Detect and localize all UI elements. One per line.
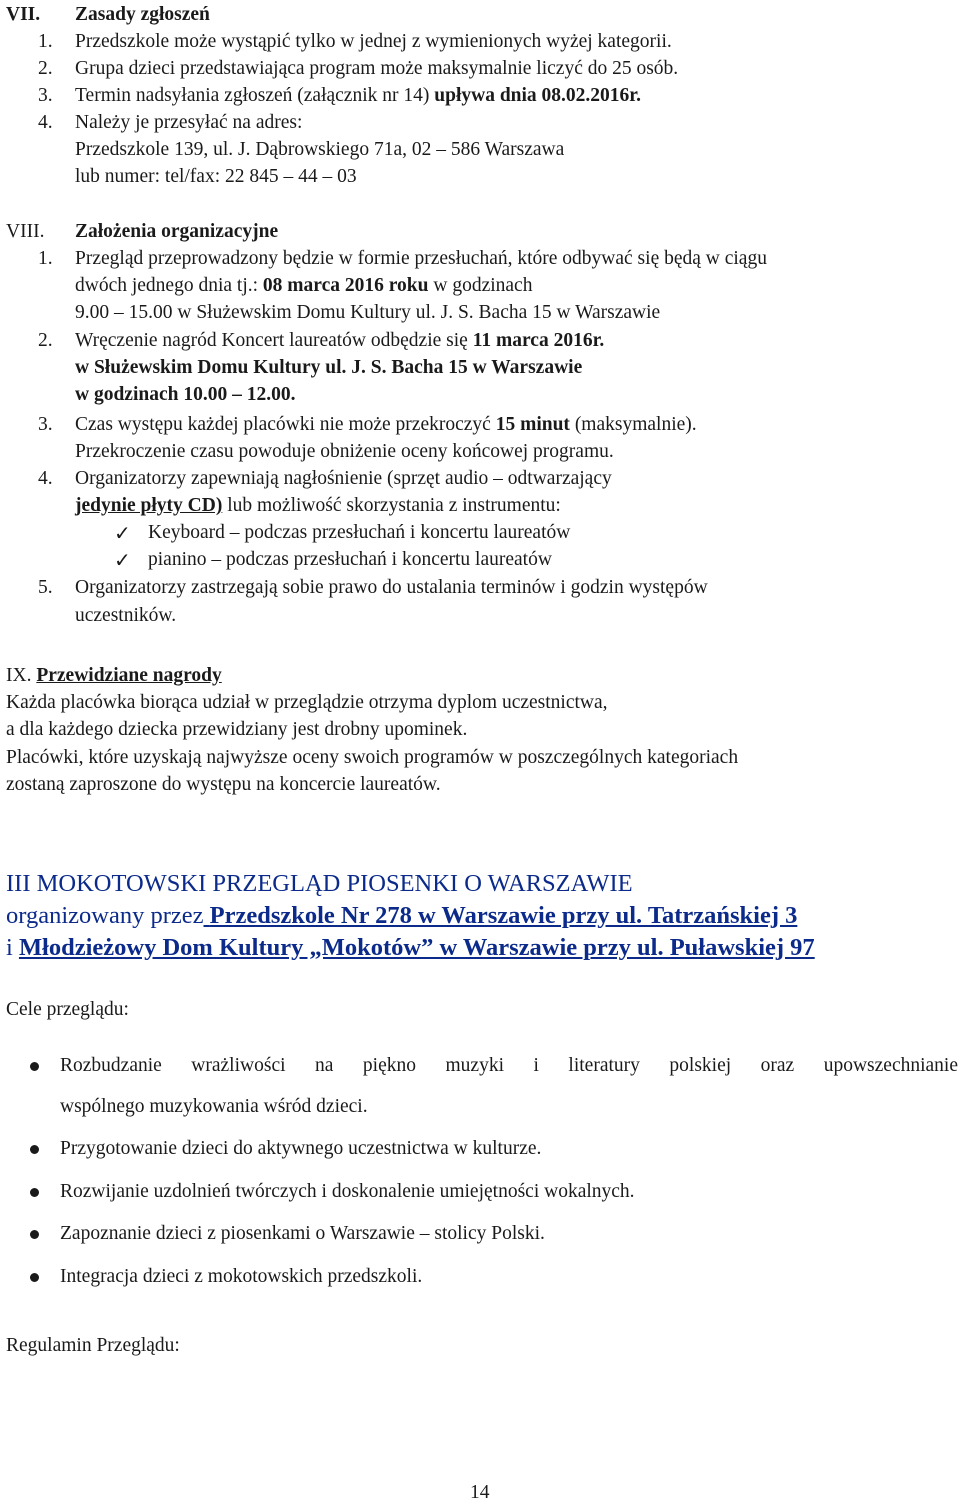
list-number: 3. <box>38 85 53 106</box>
goal-item: Zapoznanie dzieci z piosenkami o Warszawie – stolicy Polski. <box>60 1223 545 1244</box>
paragraph-line: a dla każdego dziecka przewidziany jest drobny upominek. <box>6 719 468 740</box>
page-number: 14 <box>470 1482 490 1503</box>
checkmark-icon: ✓ <box>114 521 131 545</box>
section-9-numeral: IX. <box>6 665 32 686</box>
text: w godzinach <box>428 275 533 296</box>
section-8-numeral: VIII. <box>6 221 45 242</box>
list-item: Organizatorzy zastrzegają sobie prawo do ustalania terminów i godzin występów <box>75 577 708 598</box>
deadline-date: upływa dnia 08.02.2016r. <box>434 85 642 106</box>
organizer-1 <box>204 902 798 929</box>
phone: lub numer: tel/fax: 22 845 – 44 – 03 <box>75 166 357 187</box>
text: Czas występu każdej placówki nie może przekroczyć <box>75 414 496 435</box>
rules-heading: Regulamin Przeglądu: <box>6 1335 180 1356</box>
organizer-2: Młodzieżowy Dom Kultury „Mokotów” w Warszawie przy ul. Puławskiej 97 <box>18 934 815 961</box>
list-item <box>75 83 641 109</box>
list-number: 2. <box>38 58 53 79</box>
section-9-title: Przewidziane nagrody <box>36 665 222 686</box>
list-item: Przedszkole może wystąpić tylko w jednej z wymienionych wyżej kategorii. <box>75 31 672 52</box>
text: dwóch jednego dnia tj.: <box>75 275 263 296</box>
time-limit: 15 minut <box>495 414 570 435</box>
goal-item: Rozwijanie uzdolnień twórczych i doskonalenie umiejętności wokalnych. <box>60 1181 635 1202</box>
list-item-continued <box>75 273 532 299</box>
concert-hours: w godzinach 10.00 – 12.00. <box>75 384 296 405</box>
deadline-label: Termin nadsyłania zgłoszeń (załącznik nr 14) <box>75 85 435 106</box>
goal-item: Przygotowanie dzieci do aktywnego uczestnictwa w kulturze. <box>60 1138 542 1159</box>
organizer-line <box>6 932 815 964</box>
list-item-continued: uczestników. <box>75 605 177 626</box>
goal-item-continued: wspólnego muzykowania wśród dzieci. <box>60 1096 368 1117</box>
check-item: pianino – podczas przesłuchań i koncertu laureatów <box>148 549 552 570</box>
check-item: Keyboard – podczas przesłuchań i koncertu laureatów <box>148 522 571 543</box>
section-7-title: Zasady zgłoszeń <box>75 4 210 25</box>
bullet-icon <box>30 1188 39 1197</box>
list-number: 5. <box>38 577 53 598</box>
event-date: 08 marca 2016 roku <box>262 275 429 296</box>
paragraph-line: Każda placówka biorąca udział w przeglądzie otrzyma dyplom uczestnictwa, <box>6 692 608 713</box>
list-number: 2. <box>38 330 53 351</box>
list-item: Organizatorzy zapewniają nagłośnienie (sprzęt audio – odtwarzający <box>75 468 612 489</box>
organizer-line <box>6 900 797 932</box>
bullet-icon <box>30 1062 39 1071</box>
organizer-1-name: Przedszkole Nr 278 w Warszawie przy ul. Tatrzańskiej 3 <box>209 902 798 929</box>
list-item <box>75 328 604 354</box>
goal-item: Rozbudzanie wrażliwości na piękno muzyki i literatury polskiej oraz upowszechnianie <box>60 1055 958 1076</box>
bullet-icon <box>30 1230 39 1239</box>
paragraph-line: zostaną zaproszone do występu na koncercie laureatów. <box>6 774 441 795</box>
list-item-continued <box>75 493 561 519</box>
bullet-icon <box>30 1145 39 1154</box>
text: (maksymalnie). <box>569 414 697 435</box>
text: lub możliwość skorzystania z instrumentu: <box>222 495 561 516</box>
list-number: 4. <box>38 468 53 489</box>
address: Przedszkole 139, ul. J. Dąbrowskiego 71a, 02 – 586 Warszawa <box>75 139 565 160</box>
list-item: Należy je przesyłać na adres: <box>75 112 303 133</box>
text: i <box>6 934 19 961</box>
list-item <box>75 412 697 438</box>
goals-heading: Cele przeglądu: <box>6 999 129 1020</box>
concert-date: 11 marca 2016r. <box>472 330 605 351</box>
list-number: 4. <box>38 112 53 133</box>
section-9-title-line <box>6 663 222 689</box>
list-item: Grupa dzieci przedstawiająca program może maksymalnie liczyć do 25 osób. <box>75 58 679 79</box>
bullet-icon <box>30 1273 39 1282</box>
list-number: 1. <box>38 248 53 269</box>
concert-venue: w Służewskim Domu Kultury ul. J. S. Bacha 15 w Warszawie <box>75 357 583 378</box>
list-item-continued: Przekroczenie czasu powoduje obniżenie oceny końcowej programu. <box>75 441 614 462</box>
event-title: III MOKOTOWSKI PRZEGLĄD PIOSENKI O WARSZAWIE <box>6 870 633 897</box>
organizer-prefix: organizowany przez <box>6 902 204 929</box>
paragraph-line: Placówki, które uzyskają najwyższe oceny swoich programów w poszczególnych kategoriach <box>6 747 739 768</box>
goal-item: Integracja dzieci z mokotowskich przedszkoli. <box>60 1266 423 1287</box>
section-8-title: Założenia organizacyjne <box>75 221 279 242</box>
text: Wręczenie nagród Koncert laureatów odbędzie się <box>75 330 473 351</box>
section-7-numeral: VII. <box>6 4 41 25</box>
list-item: Przegląd przeprowadzony będzie w formie przesłuchań, które odbywać się będą w ciągu <box>75 248 767 269</box>
cd-only-note: jedynie płyty CD) <box>75 495 223 516</box>
list-number: 1. <box>38 31 53 52</box>
list-number: 3. <box>38 414 53 435</box>
checkmark-icon: ✓ <box>114 548 131 572</box>
list-item-continued: 9.00 – 15.00 w Służewskim Domu Kultury ul. J. S. Bacha 15 w Warszawie <box>75 302 661 323</box>
